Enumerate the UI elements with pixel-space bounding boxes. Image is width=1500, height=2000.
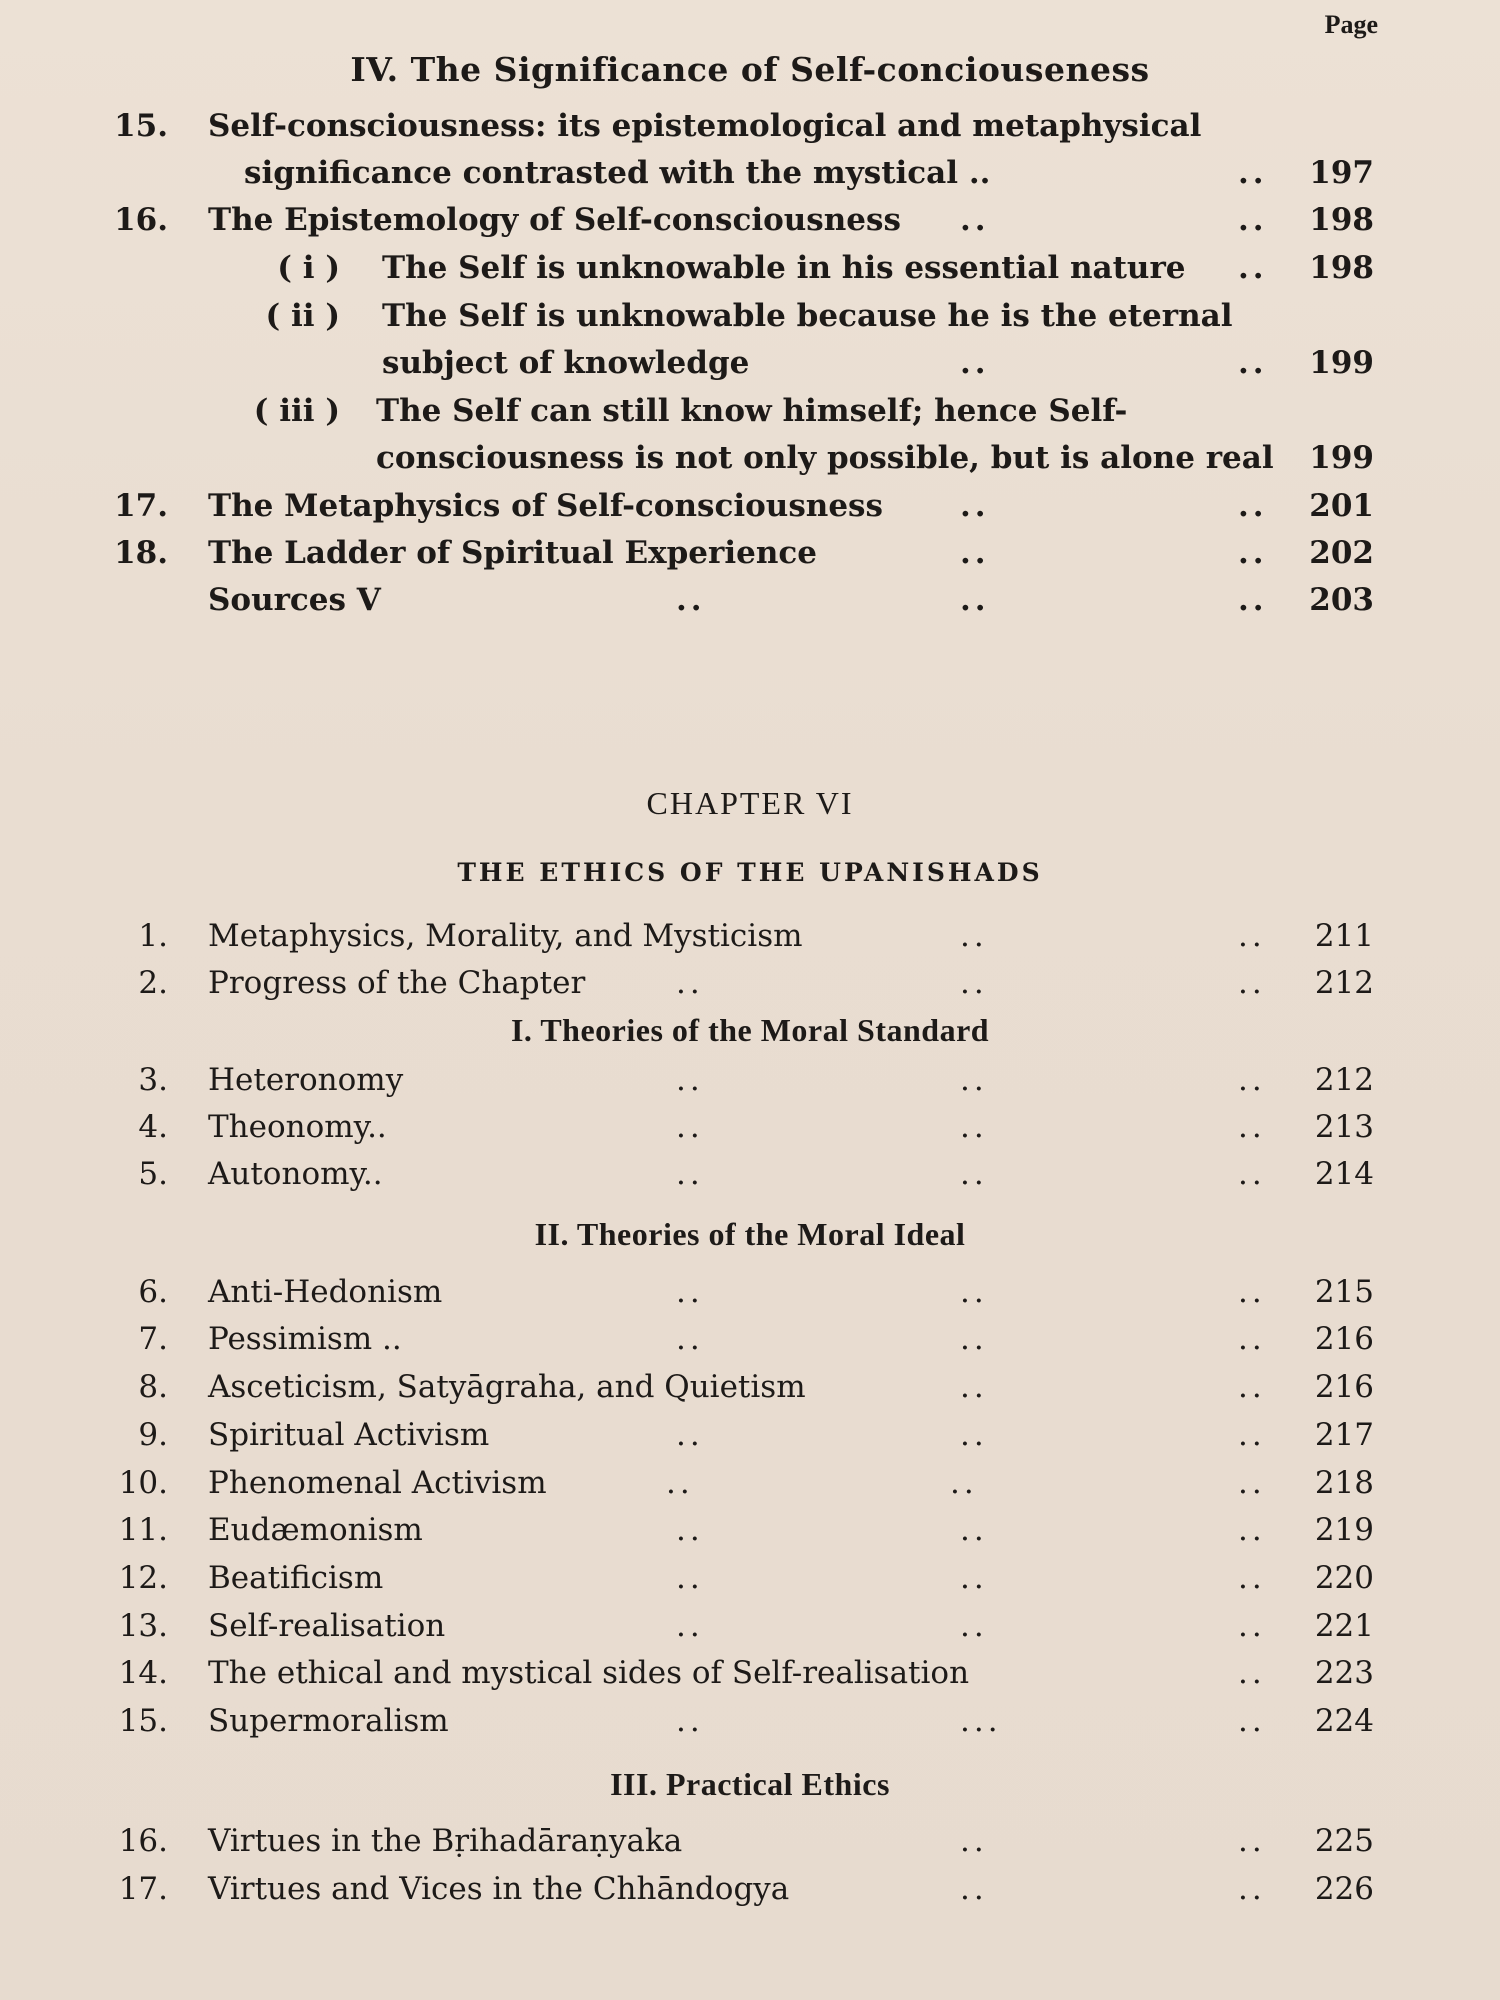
leader-dots: .. <box>1238 965 1266 1001</box>
toc-entry[interactable] <box>0 1369 1500 1413</box>
entry-title: Spiritual Activism <box>208 1417 490 1453</box>
leader-dots: .. <box>1238 345 1268 381</box>
section-ii-heading: II. Theories of the Moral Ideal <box>534 1216 966 1252</box>
entry-title: The Metaphysics of Self-consciousness <box>208 488 883 524</box>
leader-dots: .. <box>1238 918 1266 954</box>
leader-dots: .. <box>960 1062 988 1098</box>
toc-entry[interactable] <box>0 965 1500 1009</box>
toc-entry[interactable] <box>0 1560 1500 1604</box>
leader-dots: .. <box>1238 1062 1266 1098</box>
leader-dots: .. <box>1238 202 1268 238</box>
leader-dots: .. <box>1238 1321 1266 1357</box>
leader-dots: .. <box>960 918 988 954</box>
leader-dots: .. <box>676 1062 704 1098</box>
toc-entry[interactable] <box>0 108 1500 152</box>
leader-dots: .. <box>950 1465 978 1501</box>
leader-dots: .. <box>1238 1465 1266 1501</box>
toc-entry[interactable] <box>0 488 1500 532</box>
entry-title: Metaphysics, Morality, and Mysticism <box>208 918 803 954</box>
toc-entry[interactable] <box>0 1703 1500 1747</box>
entry-page: 198 <box>1309 202 1374 238</box>
leader-dots: .. <box>676 1156 704 1192</box>
entry-page: 198 <box>1309 250 1374 286</box>
leader-dots: .. <box>960 1369 988 1405</box>
leader-dots: .. <box>676 965 704 1001</box>
entry-page: 220 <box>1314 1560 1374 1596</box>
toc-entry[interactable] <box>0 1465 1500 1509</box>
toc-entry-continuation[interactable] <box>0 155 1500 199</box>
toc-entry[interactable] <box>0 1512 1500 1556</box>
leader-dots: .. <box>676 582 706 618</box>
subentry-label: ( iii ) <box>253 393 340 429</box>
entry-number: 2. <box>138 965 168 1001</box>
entry-number: 15. <box>114 108 168 144</box>
entry-page: 218 <box>1314 1465 1374 1501</box>
leader-dots: .. <box>1238 1703 1266 1739</box>
leader-dots: .. <box>666 1465 694 1501</box>
leader-dots: .. <box>960 1321 988 1357</box>
toc-entry[interactable] <box>0 1274 1500 1318</box>
leader-dots: .. <box>960 488 990 524</box>
leader-dots: .. <box>676 1608 704 1644</box>
entry-number: 18. <box>114 535 168 571</box>
entry-page: 203 <box>1309 582 1374 618</box>
leader-dots: .. <box>1238 1608 1266 1644</box>
leader-dots: .. <box>960 1560 988 1596</box>
entry-title: The Self can still know himself; hence Self- <box>376 393 1128 429</box>
leader-dots: .. <box>1238 1512 1266 1548</box>
entry-page: 215 <box>1314 1274 1374 1310</box>
entry-number: 5. <box>138 1156 168 1192</box>
entry-page: 224 <box>1314 1703 1374 1739</box>
toc-entry[interactable] <box>0 1109 1500 1153</box>
entry-title: The Epistemology of Self-consciousness <box>208 202 901 238</box>
leader-dots: .. <box>1238 488 1268 524</box>
entry-page: 199 <box>1309 345 1374 381</box>
entry-page: 216 <box>1314 1369 1374 1405</box>
leader-dots: .. <box>960 1417 988 1453</box>
entry-number: 7. <box>138 1321 168 1357</box>
entry-number: 15. <box>118 1703 168 1739</box>
entry-title: Self-realisation <box>208 1608 446 1644</box>
leader-dots: .. <box>676 1109 704 1145</box>
entry-number: 8. <box>138 1369 168 1405</box>
entry-title: Theonomy.. <box>208 1109 387 1145</box>
entry-page: 225 <box>1314 1823 1374 1859</box>
entry-page: 223 <box>1314 1655 1374 1691</box>
toc-entry[interactable] <box>0 582 1500 626</box>
leader-dots: .. <box>1238 250 1268 286</box>
leader-dots: .. <box>960 1871 988 1907</box>
entry-title: Heteronomy <box>208 1062 404 1098</box>
entry-number: 10. <box>118 1465 168 1501</box>
toc-subentry-continuation[interactable] <box>0 345 1500 389</box>
toc-entry[interactable] <box>0 1417 1500 1461</box>
leader-dots: .. <box>960 582 990 618</box>
entry-title: Eudæmonism <box>208 1512 423 1548</box>
chapter-title: THE ETHICS OF THE UPANISHADS <box>457 858 1043 887</box>
entry-page: 213 <box>1314 1109 1374 1145</box>
leader-dots: .. <box>1238 582 1268 618</box>
toc-entry[interactable] <box>0 1156 1500 1200</box>
subentry-label: ( ii ) <box>265 298 340 334</box>
entry-page: 197 <box>1309 155 1374 191</box>
toc-subentry[interactable] <box>0 393 1500 437</box>
toc-subentry[interactable] <box>0 298 1500 342</box>
entry-number: 9. <box>138 1417 168 1453</box>
toc-entry[interactable] <box>0 1871 1500 1915</box>
toc-entry[interactable] <box>0 1655 1500 1699</box>
page-column-label: Page <box>1324 10 1378 39</box>
entry-number: 4. <box>138 1109 168 1145</box>
toc-entry[interactable] <box>0 1608 1500 1652</box>
leader-dots: .. <box>676 1560 704 1596</box>
leader-dots: .. <box>960 1109 988 1145</box>
toc-subentry-continuation[interactable] <box>0 440 1500 484</box>
entry-number: 6. <box>138 1274 168 1310</box>
entry-title: Progress of the Chapter <box>208 965 586 1001</box>
entry-page: 221 <box>1314 1608 1374 1644</box>
leader-dots: .. <box>960 535 990 571</box>
entry-title: Pessimism .. <box>208 1321 402 1357</box>
leader-dots: .. <box>676 1274 704 1310</box>
entry-page: 202 <box>1309 535 1374 571</box>
entry-title: The Ladder of Spiritual Experience <box>208 535 817 571</box>
entry-title: Sources V <box>208 582 381 618</box>
entry-page: 219 <box>1314 1512 1374 1548</box>
leader-dots: .. <box>1238 1871 1266 1907</box>
toc-entry[interactable] <box>0 202 1500 246</box>
leader-dots: .. <box>676 1321 704 1357</box>
leader-dots: .. <box>960 1156 988 1192</box>
leader-dots: .. <box>1238 1369 1266 1405</box>
entry-title: Autonomy.. <box>208 1156 383 1192</box>
entry-page: 217 <box>1314 1417 1374 1453</box>
leader-dots: .. <box>960 965 988 1001</box>
entry-page: 212 <box>1314 965 1374 1001</box>
entry-title: significance contrasted with the mystical .. <box>244 155 991 191</box>
entry-number: 1. <box>138 918 168 954</box>
section-iv-heading: IV. The Significance of Self-conciouseness <box>350 50 1150 89</box>
entry-number: 17. <box>118 1871 168 1907</box>
entry-number: 3. <box>138 1062 168 1098</box>
leader-dots: .. <box>960 1274 988 1310</box>
toc-subentry[interactable] <box>0 250 1500 294</box>
section-iii-heading: III. Practical Ethics <box>610 1766 890 1802</box>
entry-title: The Self is unknowable in his essential nature <box>382 250 1186 286</box>
entry-title: Virtues in the Bṛihadāraṇyaka <box>208 1823 683 1859</box>
entry-page: 216 <box>1314 1321 1374 1357</box>
leader-dots: .. <box>1238 155 1268 191</box>
leader-dots: .. <box>960 1608 988 1644</box>
leader-dots: .. <box>1238 1560 1266 1596</box>
toc-entry[interactable] <box>0 535 1500 579</box>
toc-entry[interactable] <box>0 1062 1500 1106</box>
leader-dots: ... <box>960 1703 1002 1739</box>
leader-dots: .. <box>960 202 990 238</box>
leader-dots: .. <box>1238 1655 1266 1691</box>
toc-entry[interactable] <box>0 1321 1500 1365</box>
leader-dots: .. <box>676 1512 704 1548</box>
entry-title: Self-consciousness: its epistemological and metaphysical <box>208 108 1202 144</box>
entry-number: 16. <box>118 1823 168 1859</box>
leader-dots: .. <box>1238 1274 1266 1310</box>
leader-dots: .. <box>1238 1156 1266 1192</box>
leader-dots: .. <box>960 345 990 381</box>
entry-number: 12. <box>118 1560 168 1596</box>
entry-number: 14. <box>118 1655 168 1691</box>
section-i-heading: I. Theories of the Moral Standard <box>510 1012 990 1048</box>
entry-title: Asceticism, Satyāgraha, and Quietism <box>208 1369 806 1405</box>
entry-number: 13. <box>118 1608 168 1644</box>
leader-dots: .. <box>676 1417 704 1453</box>
entry-page: 211 <box>1314 918 1374 954</box>
leader-dots: .. <box>960 1823 988 1859</box>
entry-title: Anti-Hedonism <box>208 1274 443 1310</box>
entry-title: The Self is unknowable because he is the eternal <box>382 298 1233 334</box>
entry-page: 199 <box>1309 440 1374 476</box>
entry-title: The ethical and mystical sides of Self-realisation <box>208 1655 970 1691</box>
entry-number: 16. <box>114 202 168 238</box>
leader-dots: .. <box>1238 535 1268 571</box>
entry-number: 17. <box>114 488 168 524</box>
entry-title: Beatificism <box>208 1560 384 1596</box>
entry-title: Virtues and Vices in the Chhāndogya <box>208 1871 790 1907</box>
toc-entry[interactable] <box>0 1823 1500 1867</box>
entry-page: 226 <box>1314 1871 1374 1907</box>
entry-number: 11. <box>118 1512 168 1548</box>
entry-title: Supermoralism <box>208 1703 449 1739</box>
subentry-label: ( i ) <box>277 250 340 286</box>
leader-dots: .. <box>960 1512 988 1548</box>
entry-title: subject of knowledge <box>382 345 750 381</box>
entry-page: 201 <box>1309 488 1374 524</box>
leader-dots: .. <box>676 1703 704 1739</box>
leader-dots: .. <box>1238 1417 1266 1453</box>
leader-dots: .. <box>1238 1823 1266 1859</box>
leader-dots: .. <box>1238 1109 1266 1145</box>
entry-page: 214 <box>1314 1156 1374 1192</box>
entry-title: consciousness is not only possible, but is alone real <box>376 440 1274 476</box>
toc-entry[interactable] <box>0 918 1500 962</box>
entry-title: Phenomenal Activism <box>208 1465 547 1501</box>
entry-page: 212 <box>1314 1062 1374 1098</box>
chapter-label: CHAPTER VI <box>646 785 854 821</box>
